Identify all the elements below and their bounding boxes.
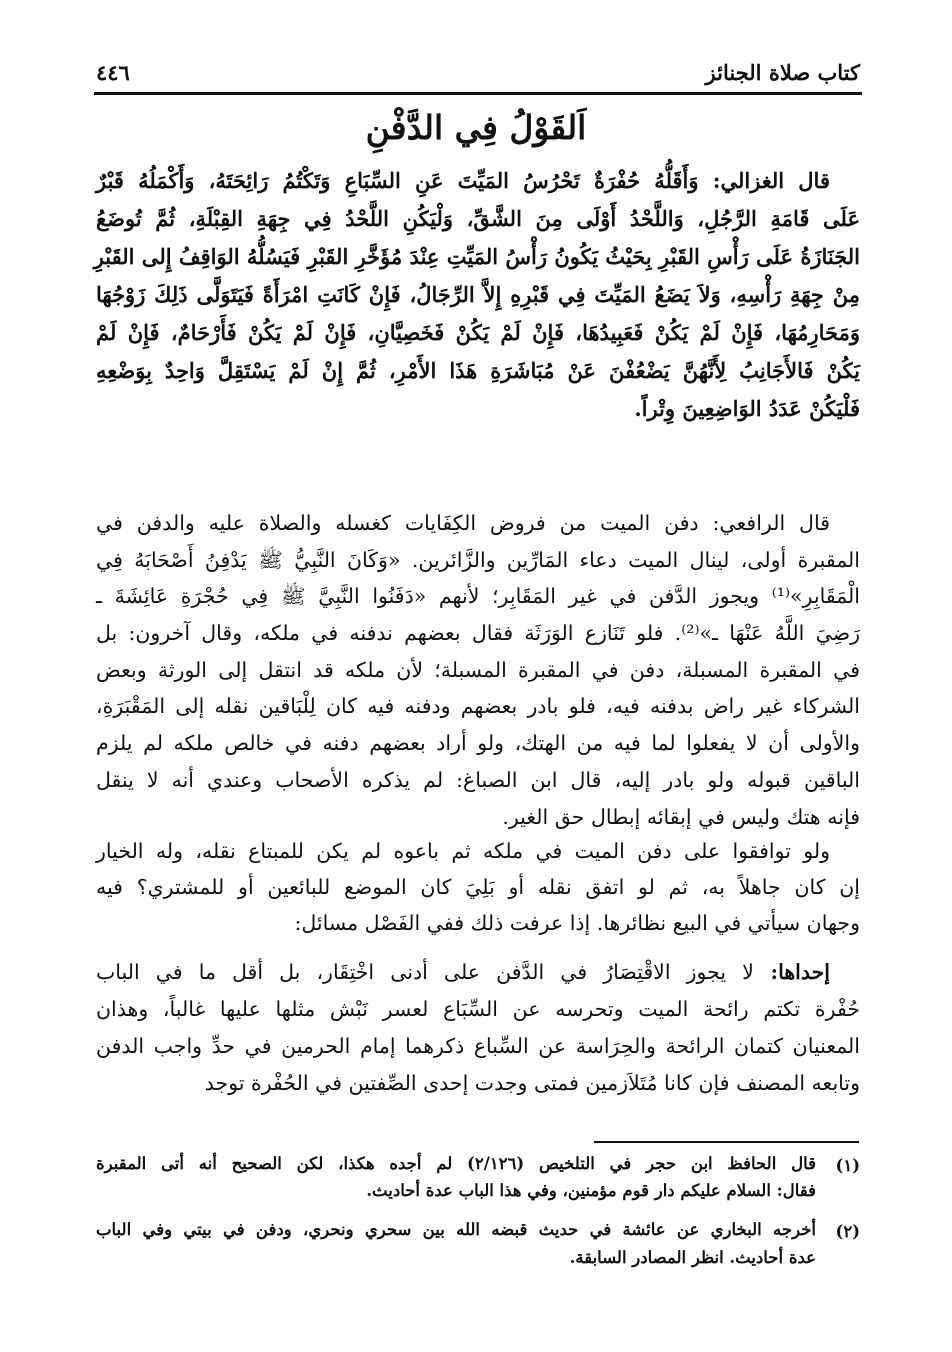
header-rule	[94, 92, 862, 95]
text-line: مِنْ جِهَةِ رَأْسِهِ، وَلاَ يَضَعُ المَيِّتَ فِي قَبْرِهِ إِلاَّ الرِّجَالُ، فَإِنْ كَانَتِ امْرَأَةً فَيَتَوَلَّى ذَلِكَ زَوْجُهَا	[96, 282, 860, 307]
running-header-title: كتاب صلاة الجنائز	[705, 60, 860, 85]
text-line: فإنه هتك وليس في إبقائه إبطال حق الغير.	[502, 805, 860, 829]
text-line-content: لا يجوز الاقْتِصَارُ في الدَّفن على أدنى اخْتِقَار، بل أقل ما في الباب	[96, 960, 754, 984]
text-line: وَمَحَارِمُهَا، فَإِنْ لَمْ يَكُنْ فَعَبِيدُهَا، فَإِنْ لَمْ يَكُنْ فَخَصِيَّانِ، فَإِنْ لَمْ يَكُنْ فَأَرْحَامٌ، فَإِنْ لَمْ	[96, 320, 860, 345]
section-title: اَلقَوْلُ فِي الدَّفْنِ	[365, 108, 587, 147]
text-line: فَلْيَكُنْ عَدَدُ الوَاضِعِينَ وِتْراً.	[634, 396, 860, 421]
text-line: في المقبرة المسبلة، دفن في المقبرة المسبلة؛ لأن ملكه قد انتقل إلى الورثة وبعض	[96, 658, 860, 682]
text-line: وتابعه المصنف فإن كانا مُتَلاَزمين فمتى وجدت إحدى الصِّفتين في الحُفْرة توجد	[204, 1071, 860, 1095]
text-line	[96, 962, 830, 983]
text-line: قال الغزالي: وَأَقَلُّهُ حُفْرَةٌ تَحْرُسُ المَيِّتَ عَنِ السِّبَاعِ وَتَكْتُمُ رَائِحَتَهُ، وَأَكْمَلُهُ قَبْرٌ	[96, 168, 830, 193]
footnote-rule	[594, 1141, 859, 1143]
text-line: رَضِيَ اللَّهُ عَنْهَا ـ»⁽²⁾. فلو تَنَازع الوَرَثَة فقال بعضهم ندفنه في ملكه، وقال آخرون: بل	[96, 621, 860, 645]
footnote-line: فقال: السلام عليكم دار قوم مؤمنين، وفي هذا الباب عدة أحاديث.	[366, 1181, 816, 1200]
text-line: الْمَقَابِرِ»⁽¹⁾ ويجوز الدَّفن في غير المَقَابِر؛ لأنهم «دَفَنُوا النَّبِيَّ ﷺ فِي حُجْرَةِ عَائِشَةَ ـ	[96, 584, 860, 608]
lead-word: إحداها:	[753, 960, 830, 984]
text-line: إن كان جاهلاً به، ثم لو اتفق نقله أو بَلِيَ كان الموضع للبائعين أو للمشتري؟ فيه	[96, 875, 860, 899]
text-line: وجهان سيأتي في البيع نظائرها. إذا عرفت ذلك ففي الفَصْل مسائل:	[294, 911, 860, 935]
text-line: قال الرافعي: دفن الميت من فروض الكِفَايات كغسله والصلاة عليه والدفن في	[96, 511, 830, 535]
footnote-line: قال الحافظ ابن حجر في التلخيص (٢/١٢٦) لم أجده هكذا، لكن الصحيح أنه أتى المقبرة	[96, 1154, 816, 1173]
text-line: ولو توافقوا على دفن الميت في ملكه ثم باعوه لم يكن للمبتاع نقله، وله الخيار	[96, 839, 830, 863]
text-line: يَكُنْ فَالأَجَانِبُ لِأَنَّهُنَّ يَضْعُفْنَ عَنْ مُبَاشَرَةِ هَذَا الأَمْرِ، ثُمَّ إِنْ لَمْ يَسْتَقِلَّ وَاحِدٌ بِوَضْعِهِ	[96, 358, 860, 383]
text-line: حُفْرة تكتم رائحة الميت وتحرسه عن السِّبَاع لعسر نَبْش مثلها عليها غالباً، وهذان	[96, 997, 860, 1021]
footnote-number: (٢)	[835, 1222, 860, 1241]
text-line: الشركاء غير راض بدفنه فيه، فلو بادر بعضهم ودفنه فيه كان لِلْبَاقين نقله إلى المَقْبَرَةِ،	[96, 694, 860, 718]
page-number: ٤٤٦	[96, 60, 130, 85]
footnote-line: عدة أحاديث. انظر المصادر السابقة.	[569, 1248, 816, 1267]
text-line: والأولى أن لا يفعلوا لما فيه من الهتك، ولو أراد بعضهم دفنه في خالص ملكه لم يلزم	[96, 731, 860, 755]
text-line: الجَنَازَةُ عَلَى رَأْسِ القَبْرِ بِحَيْثُ يَكُونُ رَأْسُ المَيِّتِ عِنْدَ مُؤَخَّرِ القَبْرِ فَيَسُلُّهُ الوَاقِفُ إِلى القَبْرِ	[93, 244, 860, 269]
footnote-number: (١)	[835, 1156, 860, 1175]
text-line: الباقين قبوله ولو بادر إليه، قال ابن الصباغ: لم يذكره الأصحاب وعندي أنه لا ينقل	[96, 768, 860, 792]
footnote-line: أخرجه البخاري عن عائشة في حديث قبضه الله بين سحري ونحري، ودفن في بيتي وفي الباب	[96, 1220, 816, 1239]
text-line: المقبرة أولى، لينال الميت دعاء المَارِّين والزَّائرين. «وَكَانَ النَّبِيُّ ﷺ يَدْفِنُ أَصْحَابَهُ فِي	[96, 548, 860, 572]
text-line: المعنيان كتمان الرائحة والحِرَاسة عن السِّباع ذكرهما إمام الحرمين في حدِّ واجب الدفن	[96, 1034, 860, 1058]
text-line: عَلَى قَامَةِ الرَّجُلِ، وَاللَّحْدُ أَوْلَى مِنَ الشَّقِّ، وَلْيَكُنِ اللَّحْدُ فِي جِهَةِ القِبْلَةِ، ثُمَّ تُوضَعُ	[96, 206, 860, 231]
